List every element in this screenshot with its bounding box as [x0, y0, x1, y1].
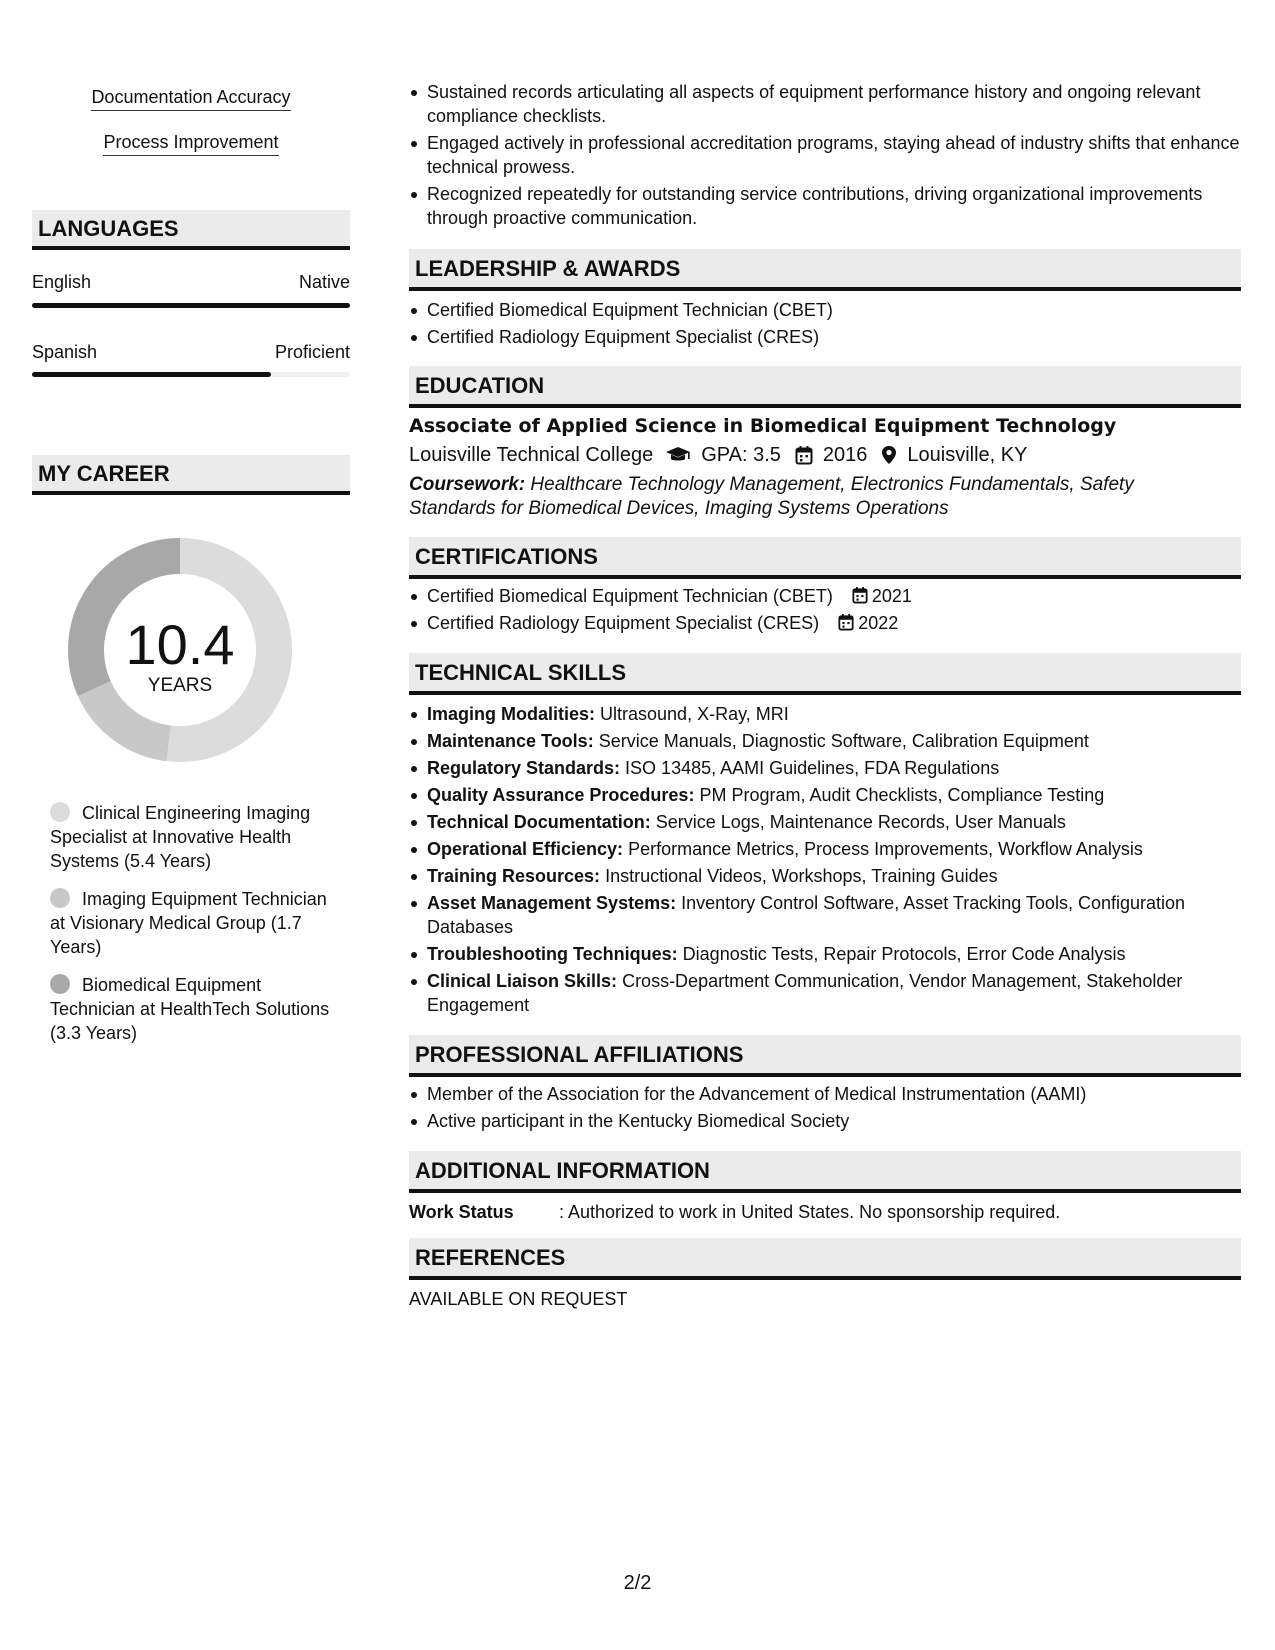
- language-bar-fill: [32, 303, 350, 308]
- certification-name: Certified Biomedical Equipment Technician (CBET): [427, 586, 833, 606]
- gpa: GPA: 3.5: [701, 444, 781, 466]
- degree-title: Associate of Applied Science in Biomedical Equipment Technology: [409, 415, 1117, 437]
- skill-label: Clinical Liaison Skills:: [427, 971, 618, 991]
- skill-value: Diagnostic Tests, Repair Protocols, Error Code Analysis: [677, 944, 1126, 964]
- skill-label: Quality Assurance Procedures:: [427, 785, 695, 805]
- skill-value: PM Program, Audit Checklists, Compliance Testing: [694, 785, 1105, 805]
- work-status-value: : Authorized to work in United States. No sponsorship required.: [559, 1202, 1061, 1222]
- list-item: Member of the Association for the Advancement of Medical Instrumentation (AAMI): [427, 1082, 1241, 1106]
- skill-label: Troubleshooting Techniques:: [427, 944, 678, 964]
- technical-skills-heading: TECHNICAL SKILLS: [409, 653, 1241, 695]
- list-item: [427, 810, 1241, 834]
- skill-label: Training Resources:: [427, 866, 601, 886]
- work-status-row: [409, 1200, 1060, 1224]
- list-item: [427, 837, 1241, 861]
- list-item: [427, 611, 1241, 635]
- list-item: Sustained records articulating all aspects of equipment performance history and ongoing relevant compliance checklists.: [427, 80, 1241, 128]
- career-legend-item: [50, 887, 340, 959]
- calendar-icon: [852, 586, 868, 604]
- list-item: [427, 729, 1241, 753]
- skill-value: Service Logs, Maintenance Records, User Manuals: [650, 812, 1066, 832]
- skill-value: Service Manuals, Diagnostic Software, Calibration Equipment: [593, 731, 1089, 751]
- legend-dot-icon: [50, 888, 70, 908]
- skill-value: Cross-Department Communication, Vendor Management, Stakeholder Engagement: [427, 971, 1183, 1015]
- list-item: [427, 891, 1241, 939]
- list-item: Certified Radiology Equipment Specialist (CRES): [427, 325, 1241, 349]
- skill-label: Imaging Modalities:: [427, 704, 596, 724]
- list-item: [427, 942, 1241, 966]
- legend-dot-icon: [50, 802, 70, 822]
- language-bar: [32, 372, 350, 377]
- references-text: AVAILABLE ON REQUEST: [409, 1289, 628, 1309]
- leadership-heading: LEADERSHIP & AWARDS: [409, 249, 1241, 291]
- graduation-cap-icon: [665, 446, 691, 464]
- list-item: Active participant in the Kentucky Biomedical Society: [427, 1109, 1241, 1133]
- strength-item: [32, 131, 350, 156]
- language-name: Spanish: [32, 342, 98, 362]
- technical-skills-list: [409, 702, 1241, 1020]
- language-row: [32, 271, 350, 293]
- certification-name: Certified Radiology Equipment Specialist (CRES): [427, 613, 820, 633]
- coursework: [409, 473, 1209, 521]
- list-item: [427, 584, 1241, 608]
- list-item: Engaged actively in professional accreditation programs, staying ahead of industry shifts that enhance technical prowess.: [427, 133, 1240, 177]
- list-item: [427, 702, 1241, 726]
- education-heading: EDUCATION: [409, 366, 1241, 408]
- additional-info-heading: ADDITIONAL INFORMATION: [409, 1151, 1241, 1193]
- skill-label: Maintenance Tools:: [427, 731, 594, 751]
- strength-label: Process Improvement: [103, 131, 278, 156]
- work-status-label: Work Status: [409, 1202, 514, 1222]
- list-item: [427, 783, 1241, 807]
- leadership-list: [409, 298, 1241, 352]
- affiliations-list: [409, 1082, 1241, 1136]
- language-row: [32, 341, 350, 363]
- language-bar: [32, 303, 350, 308]
- skill-value: ISO 13485, AAMI Guidelines, FDA Regulations: [620, 758, 1000, 778]
- language-level: Proficient: [274, 342, 350, 362]
- references-heading: REFERENCES: [409, 1238, 1241, 1280]
- list-item: [427, 864, 1241, 888]
- strength-item: [32, 86, 350, 111]
- career-heading: MY CAREER: [32, 455, 350, 495]
- calendar-icon: [795, 445, 813, 465]
- strength-label: Documentation Accuracy: [91, 86, 290, 111]
- language-name: English: [32, 272, 92, 292]
- skill-label: Regulatory Standards:: [427, 758, 621, 778]
- education-meta: [409, 442, 1027, 468]
- career-legend-text: Clinical Engineering Imaging Specialist at Innovative Health Systems (5.4 Years): [50, 803, 311, 871]
- skill-label: Asset Management Systems:: [427, 893, 677, 913]
- certifications-list: [409, 584, 1241, 638]
- career-legend-text: Imaging Equipment Technician at Visionary Medical Group (1.7 Years): [50, 889, 327, 957]
- page-number: 2/2: [623, 1572, 652, 1594]
- career-years-label: YEARS: [147, 675, 213, 696]
- school-location: Louisville, KY: [907, 444, 1028, 466]
- school-name: Louisville Technical College: [409, 444, 654, 466]
- skill-label: Operational Efficiency:: [427, 839, 624, 859]
- graduation-year: 2016: [822, 444, 868, 466]
- skill-value: Instructional Videos, Workshops, Training Guides: [600, 866, 998, 886]
- career-legend-text: Biomedical Equipment Technician at HealthTech Solutions (3.3 Years): [50, 975, 330, 1043]
- coursework-text: Healthcare Technology Management, Electronics Fundamentals, Safety Standards for Biomedical Devices, Imaging Systems Operations: [409, 474, 1134, 519]
- list-item: Certified Biomedical Equipment Technician (CBET): [427, 298, 1241, 322]
- skill-value: Inventory Control Software, Asset Tracking Tools, Configuration Databases: [427, 893, 1186, 937]
- career-legend-item: [50, 801, 340, 873]
- experience-bullets: [409, 80, 1241, 233]
- languages-heading: LANGUAGES: [32, 210, 350, 250]
- location-pin-icon: [881, 445, 897, 465]
- legend-dot-icon: [50, 974, 70, 994]
- list-item: [427, 756, 1241, 780]
- affiliations-heading: PROFESSIONAL AFFILIATIONS: [409, 1035, 1241, 1077]
- certification-year: 2021: [871, 586, 912, 606]
- skill-label: Technical Documentation:: [427, 812, 651, 832]
- career-total-years: 10.4: [125, 613, 235, 676]
- certification-year: 2022: [858, 613, 899, 633]
- language-bar-fill: [32, 372, 271, 377]
- calendar-icon: [838, 613, 854, 631]
- language-level: Native: [298, 272, 350, 292]
- skill-value: Ultrasound, X-Ray, MRI: [595, 704, 789, 724]
- list-item: [427, 969, 1241, 1017]
- career-legend-item: [50, 973, 340, 1045]
- skill-value: Performance Metrics, Process Improvements, Workflow Analysis: [623, 839, 1143, 859]
- certifications-heading: CERTIFICATIONS: [409, 537, 1241, 579]
- coursework-label: Coursework:: [409, 474, 526, 495]
- list-item: Recognized repeatedly for outstanding service contributions, driving organizational improvements through proactive communication.: [427, 182, 1241, 230]
